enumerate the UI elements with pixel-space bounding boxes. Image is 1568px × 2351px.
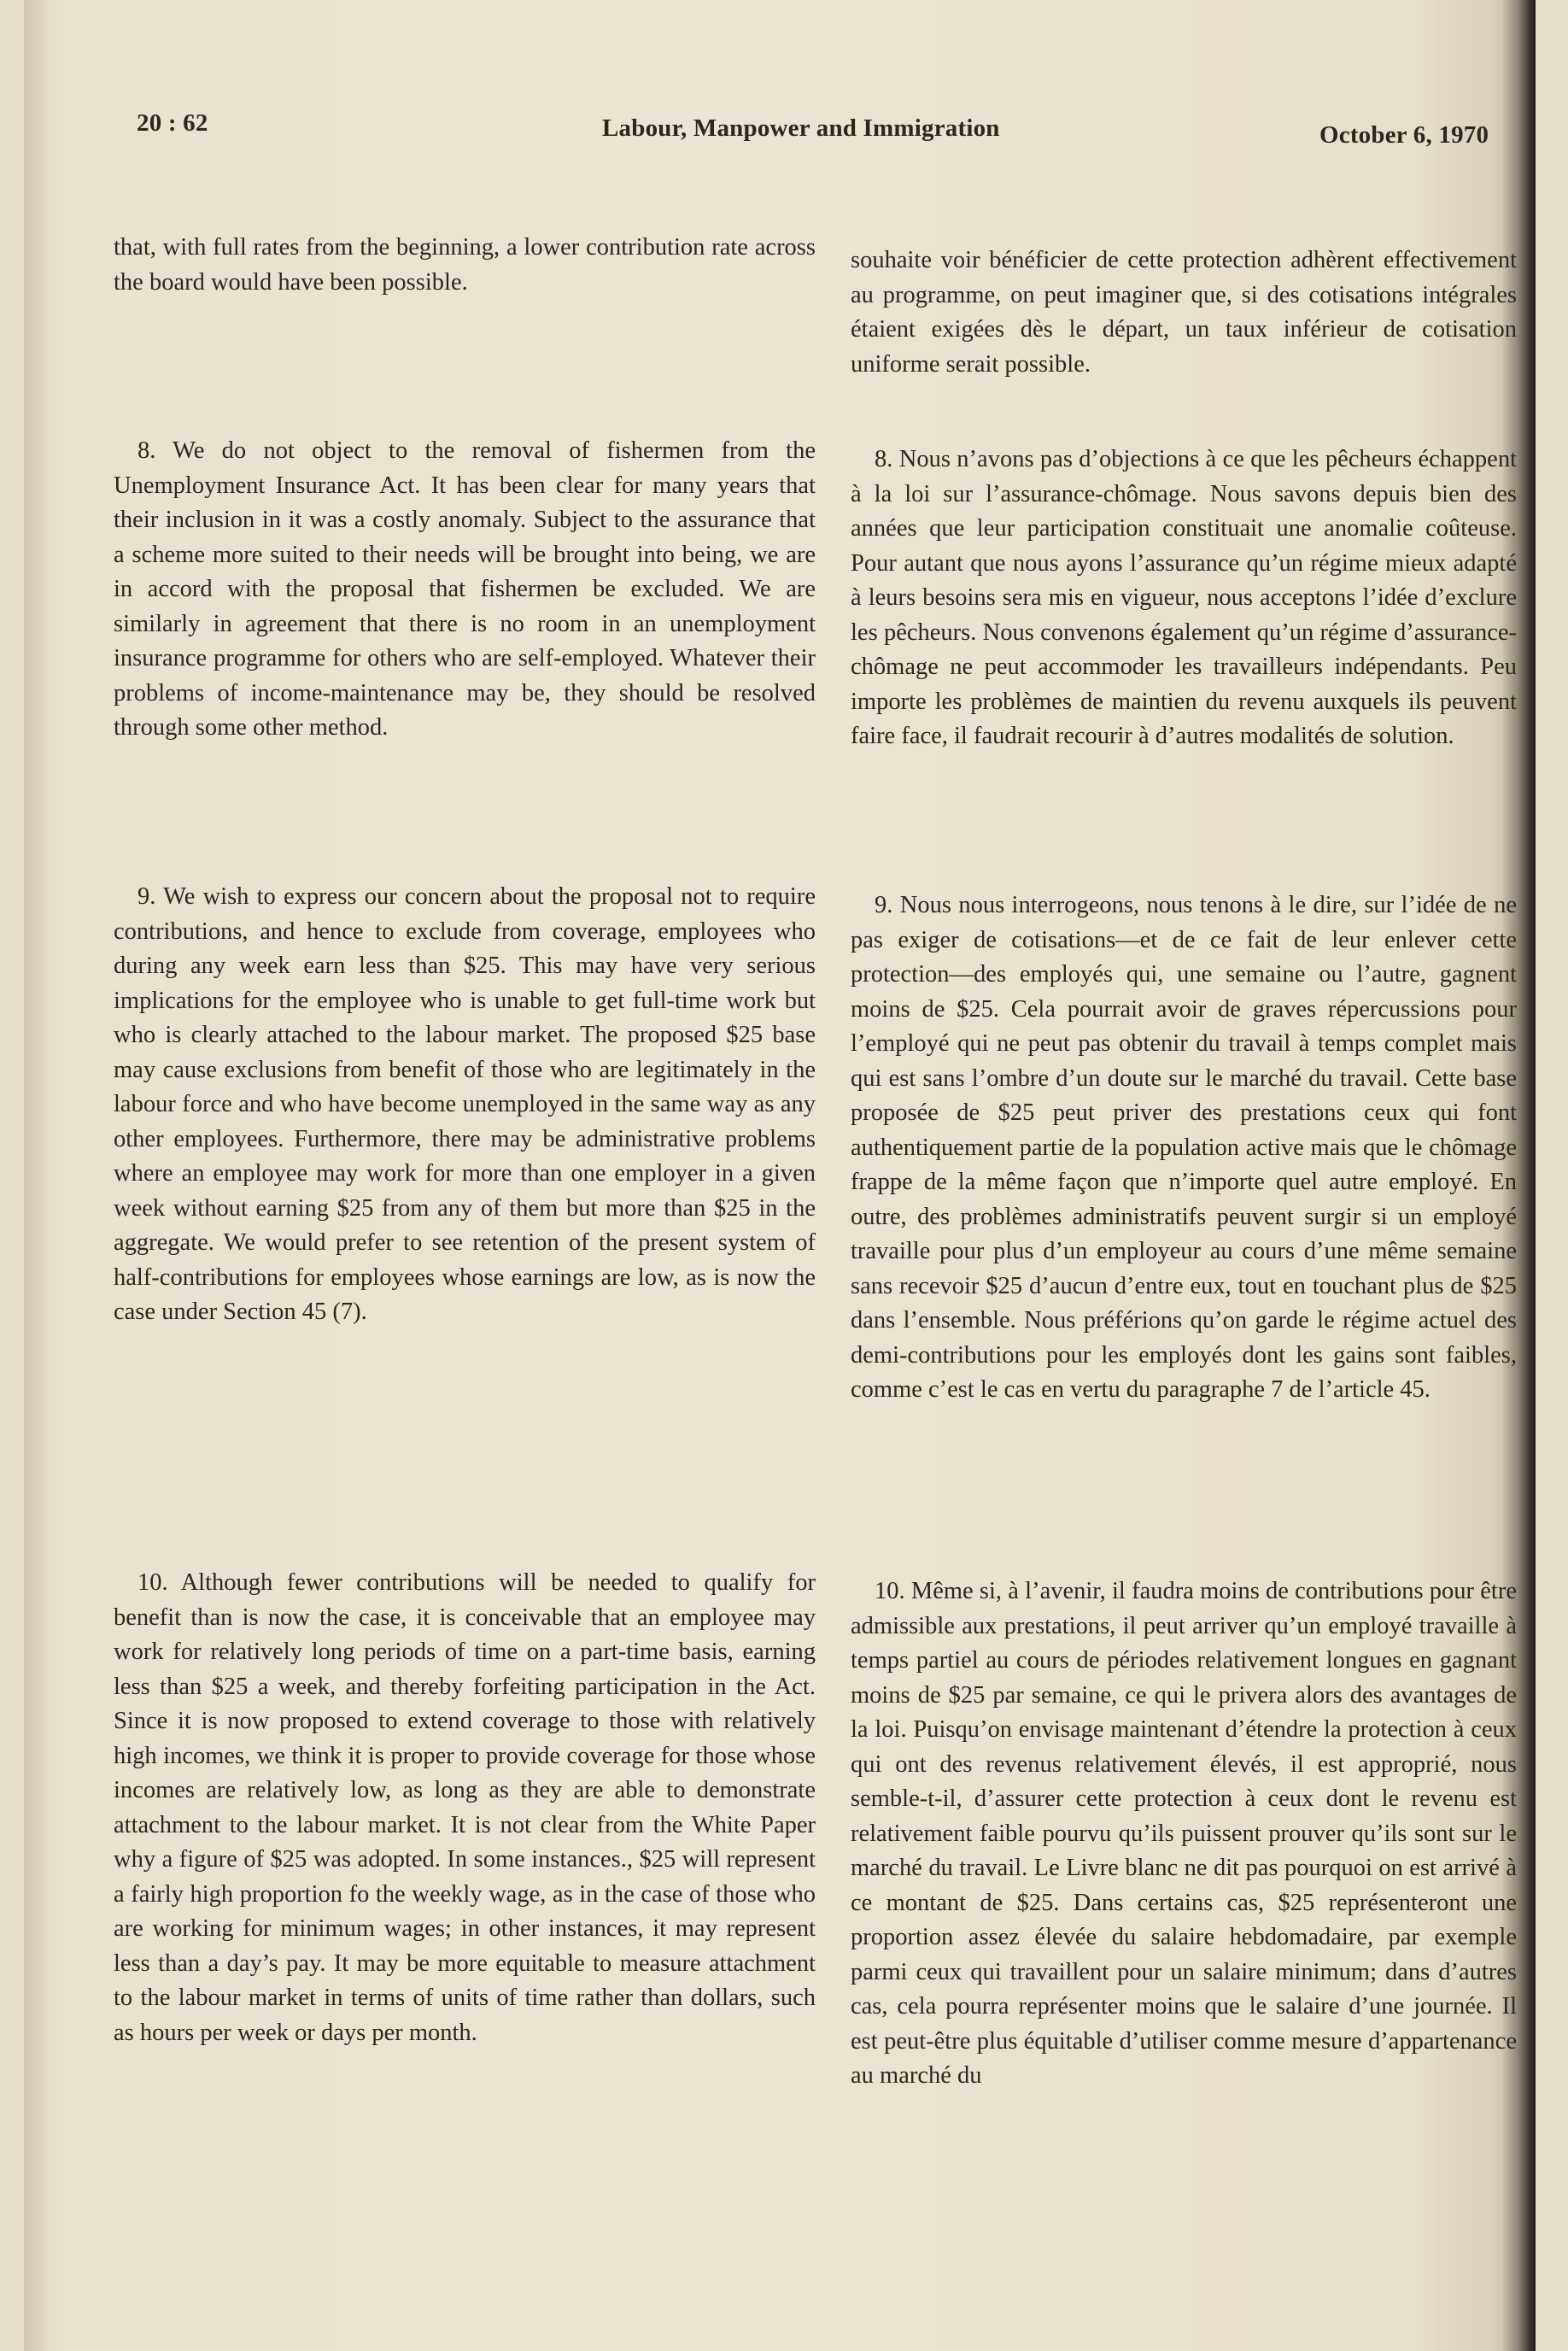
english-paragraph-10: 10. Although fewer contributions will be needed to qualify for benefit than is now the case, it is conceivable that an employee may work for relatively long periods of time on a part-time basis, earning less than $25 a week, and thereby forfeiting participation in the Act. Since it is now proposed to extend coverage to those with relatively high incomes, we think it is proper to provide coverage for those whose incomes are relatively low, as long as they are able to demonstrate attachment to the labour market. It is not clear from the White Paper why a figure of $25 was adopted. In some instances., $25 will represent a fairly high proportion fo the weekly wage, as in the case of those who are working for minimum wages; in other instances, it may represent less than a day’s pay. It may be more equitable to measure attachment to the labour market in terms of units of time rather than dollars, such as hours per week or days per month.	[114, 1569, 816, 2046]
french-column	[851, 243, 1517, 382]
french-paragraph-8: 8. Nous n’avons pas d’objections à ce que les pêcheurs échappent à la loi sur l’assurance-chômage. Nous savons depuis bien des années que leur participation constituait une anomalie coûteuse. Pour autant que nous ayons l’assurance qu’un régime mieux adapté à leurs besoins sera mis en vigueur, nous acceptons l’idée d’exclure les pêcheurs. Nous convenons également qu’un régime d’assurance-chômage ne peut accommoder les travailleurs indépendants. Peu importe les problèmes de maintien du revenu auxquels ils peuvent faire face, il faudrait recourir à d’autres modalités de solution.	[851, 446, 1517, 749]
publication-title: Labour, Manpower and Immigration	[602, 114, 1000, 142]
english-paragraph-8: 8. We do not object to the removal of fishermen from the Unemployment Insurance Act. It has been clear for many years that their inclusion in it was a costly anomaly. Subject to the assurance that a scheme more suited to their needs will be brought into being, we are in accord with the proposal that fishermen be excluded. We are similarly in agreement that there is no room in an unemployment insurance programme for others who are self-employed. Whatever their problems of income-maintenance may be, they should be resolved through some other method.	[114, 437, 816, 741]
english-column	[114, 231, 816, 300]
running-header	[137, 109, 1529, 152]
french-paragraph-9-block	[851, 888, 1517, 1408]
french-paragraph-10: 10. Même si, à l’avenir, il faudra moins de contributions pour être admissible aux prestations, il peut arriver qu’un employé travaille à temps partiel au cours de périodes relativement longues en gagnant moins de $25 par semaine, ce qui le privera alors des avantages de la loi. Puisqu’on envisage maintenant d’étendre la protection à ceux qui ont des revenus relativement élevés, il est approprié, nous semble-t-il, d’assurer cette protection à ceux dont le revenu est relativement faible pourvu qu’ils puissent prouver qu’ils sont sur le marché du travail. Le Livre blanc ne dit pas pourquoi on est arrivé à ce montant de $25. Dans certains cas, $25 représenteront une proportion assez élevée du salaire hebdomadaire, par exemple parmi ceux qui travaillent pour un salaire minimum; dans d’autres cas, cela pourra représenter moins que le salaire d’une journée. Il est peut-être plus équitable d’utiliser comme mesure d’appartenance au marché du	[851, 1578, 1517, 2089]
english-paragraph-9-block	[114, 880, 816, 1330]
header-date: October 6, 1970	[1319, 121, 1489, 149]
page-left-edge	[24, 0, 50, 2351]
english-paragraph-9: 9. We wish to express our concern about the proposal not to require contributions, and hence to exclude from coverage, employees who during any week earn less than $25. This may have very serious implications for the employee who is unable to get full-time work but who is clearly attached to the labour market. The proposed $25 base may cause exclusions from benefit of those who are legitimately in the labour force and who have become unemployed in the same way as any other employees. Furthermore, there may be administrative problems where an employee may work for more than one employer in a given week without earning $25 from any of them but more than $25 in the aggregate. We would prefer to see retention of the present system of half-contributions for employees whose earnings are low, as is now the case under Section 45 (7).	[114, 883, 816, 1325]
page-number: 20 : 62	[137, 109, 208, 137]
french-paragraph-10-block	[851, 1574, 1517, 2094]
english-paragraph-7-end: that, with full rates from the beginning, a lower contribution rate across the board would have been possible.	[114, 234, 816, 296]
french-paragraph-9: 9. Nous nous interrogeons, nous tenons à le dire, sur l’idée de ne pas exiger de cotisations—et de ce fait de leur enlever cette protection—des employés qui, une semaine ou l’autre, gagnent moins de $25. Cela pourrait avoir de graves répercussions pour l’employé qui ne peut pas obtenir du travail à temps complet mais qui est sans l’ombre d’un doute sur le marché du travail. Cette base proposée de $25 peut priver des prestations ceux qui font authentiquement partie de la population active mais que le chômage frappe de la même façon que n’importe quel autre employé. En outre, des problèmes administratifs peuvent surgir si un employé travaille pour plus d’un employeur au cours d’une même semaine sans recevoir $25 d’aucun d’entre eux, tout en touchant plus de $25 dans l’ensemble. Nous préférions qu’on garde le régime actuel des demi-contributions pour les employés dont les gains sont faibles, comme c’est le cas en vertu du paragraphe 7 de l’article 45.	[851, 892, 1517, 1403]
english-paragraph-8-block	[114, 434, 816, 746]
english-paragraph-10-block	[114, 1566, 816, 2050]
french-paragraph-7-end: souhaite voir bénéficier de cette protection adhèrent effectivement au programme, on peut imaginer que, si des cotisations intégrales étaient exigées dès le départ, un taux inférieur de cotisation uniforme serait possible.	[851, 247, 1517, 378]
french-paragraph-8-block	[851, 443, 1517, 754]
